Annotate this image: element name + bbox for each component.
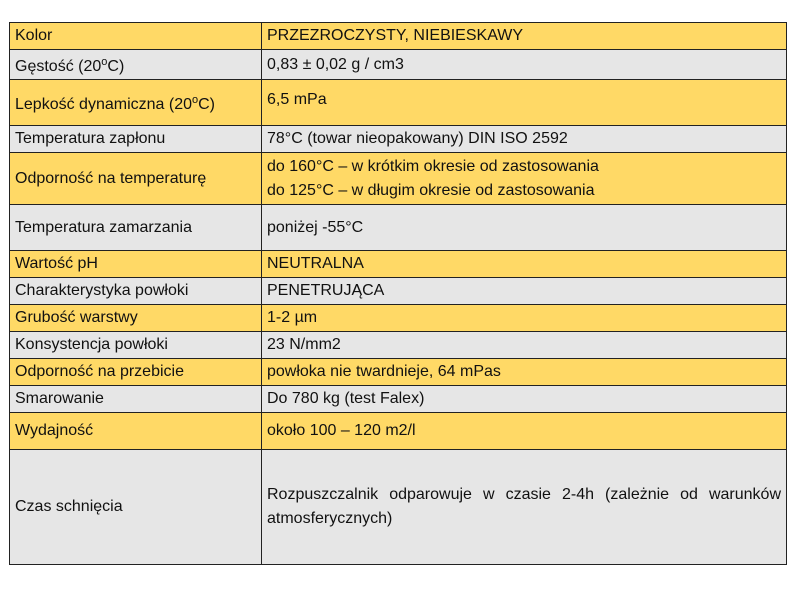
label-superscript: o xyxy=(191,94,199,106)
label-text: C) xyxy=(198,96,215,113)
row-label: Wartość pH xyxy=(10,251,262,278)
row-label: Czas schnięcia xyxy=(10,450,262,565)
row-value: 23 N/mm2 xyxy=(262,332,787,359)
row-label: Grubość warstwy xyxy=(10,305,262,332)
row-label: Smarowanie xyxy=(10,386,262,413)
table-row xyxy=(10,50,787,80)
table-row xyxy=(10,413,787,450)
row-value: 78°C (towar nieopakowany) DIN ISO 2592 xyxy=(262,126,787,153)
label-superscript: o xyxy=(101,56,108,68)
table-row xyxy=(10,359,787,386)
row-value: około 100 – 120 m2/l xyxy=(262,413,787,450)
table-row xyxy=(10,205,787,251)
row-value: Do 780 kg (test Falex) xyxy=(262,386,787,413)
table-row xyxy=(10,80,787,126)
row-value: PENETRUJĄCA xyxy=(262,278,787,305)
label-text: Lepkość dynamiczna (20 xyxy=(15,96,192,113)
row-value: 1-2 µm xyxy=(262,305,787,332)
row-value: NEUTRALNA xyxy=(262,251,787,278)
table-row xyxy=(10,126,787,153)
value-line: do 160°C – w krótkim okresie od zastosowania xyxy=(267,157,599,175)
row-value: Rozpuszczalnik odparowuje w czasie 2-4h (zależnie od warunków atmosferycznych) xyxy=(262,450,787,565)
row-label: Konsystencja powłoki xyxy=(10,332,262,359)
row-label: Wydajność xyxy=(10,413,262,450)
row-value: poniżej -55°C xyxy=(262,205,787,251)
row-label: Odporność na przebicie xyxy=(10,359,262,386)
row-label: Temperatura zamarzania xyxy=(10,205,262,251)
spec-table xyxy=(9,22,787,565)
row-label: Temperatura zapłonu xyxy=(10,126,262,153)
row-value: 0,83 ± 0,02 g / cm3 xyxy=(262,50,787,80)
row-value: 6,5 mPa xyxy=(262,80,787,126)
row-value: powłoka nie twardnieje, 64 mPas xyxy=(262,359,787,386)
row-label: Charakterystyka powłoki xyxy=(10,278,262,305)
table-row xyxy=(10,23,787,50)
table-row xyxy=(10,450,787,565)
label-text: C) xyxy=(107,58,125,75)
value-line: do 125°C – w długim okresie od zastosowania xyxy=(267,181,595,199)
row-label xyxy=(10,50,262,80)
table-row xyxy=(10,332,787,359)
table-row xyxy=(10,153,787,205)
row-label: Kolor xyxy=(10,23,262,50)
row-label xyxy=(10,80,262,126)
label-text: Gęstość (20 xyxy=(15,58,102,75)
row-label: Odporność na temperaturę xyxy=(10,153,262,205)
table-row xyxy=(10,278,787,305)
table-row xyxy=(10,305,787,332)
table-row xyxy=(10,251,787,278)
table-row xyxy=(10,386,787,413)
row-value: PRZEZROCZYSTY, NIEBIESKAWY xyxy=(262,23,787,50)
row-value xyxy=(262,153,787,205)
